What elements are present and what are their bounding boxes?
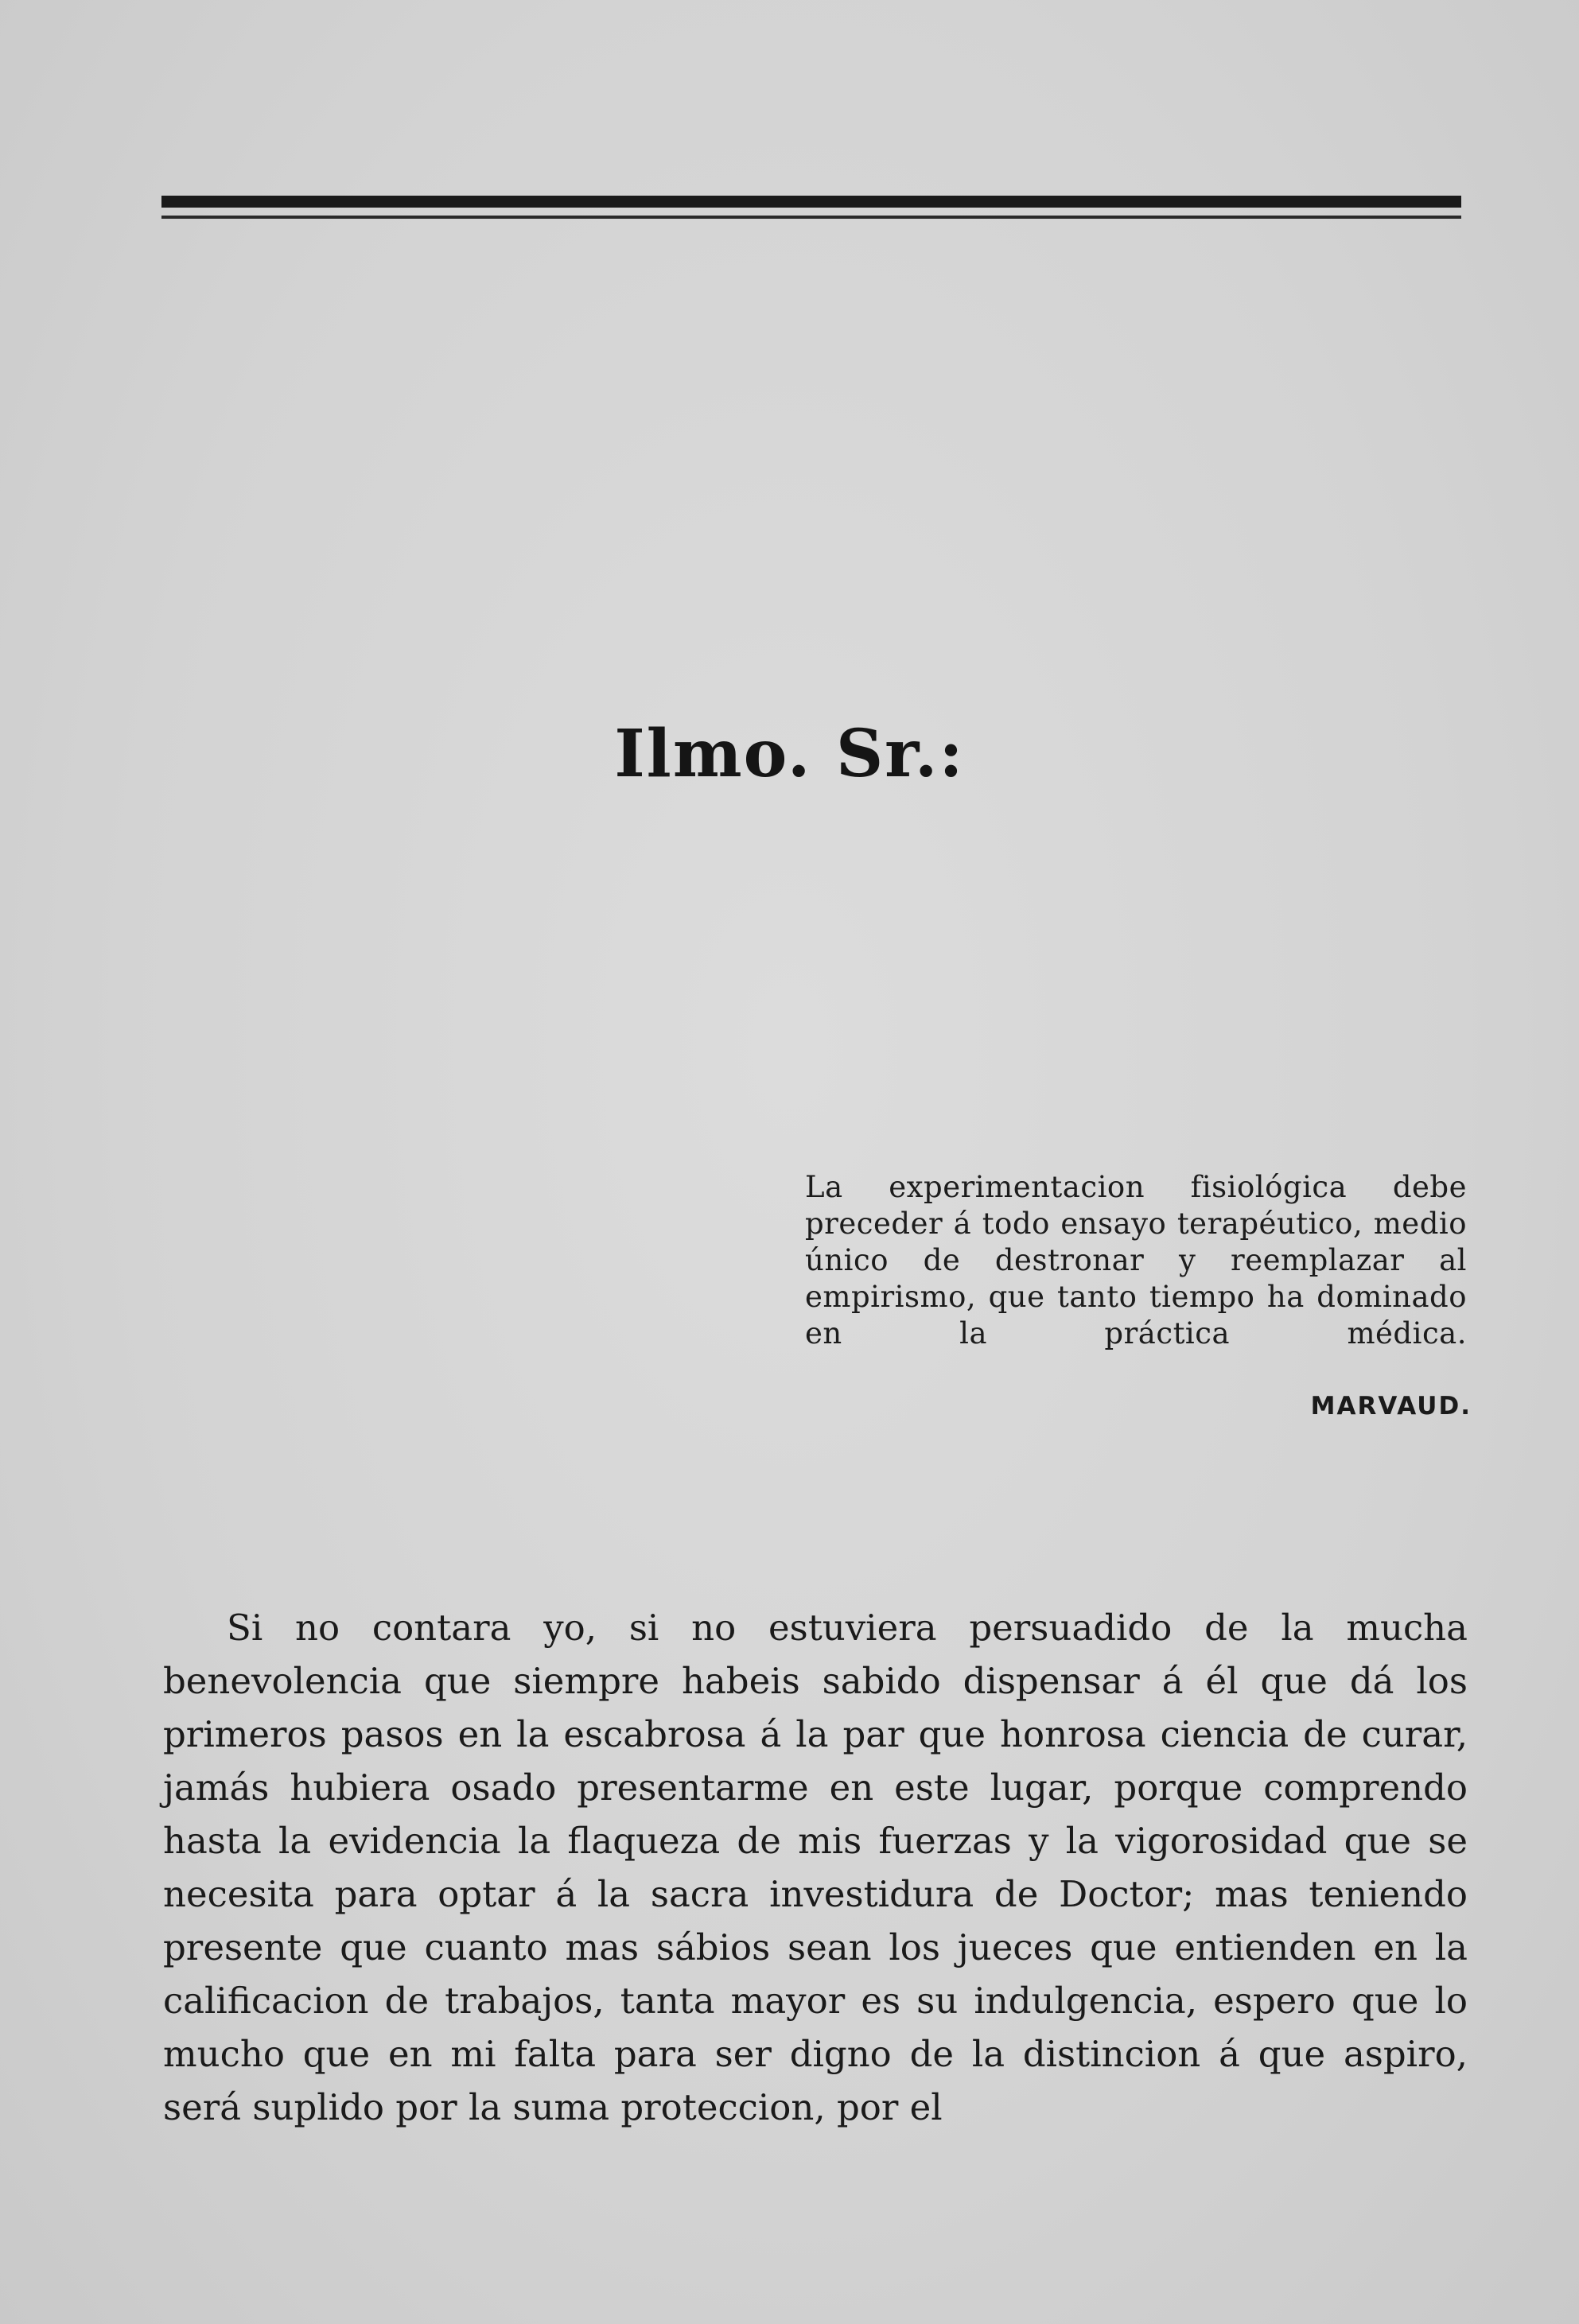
header-rule-thick bbox=[161, 196, 1461, 208]
salutation-heading: Ilmo. Sr.: bbox=[614, 716, 965, 792]
epigraph-quote: La experimentacion fisiológica debe preceder á todo ensayo terapéutico, medio único de destronar y reemplazar al empirismo, que tanto tiempo ha dominado en la práctica médica. bbox=[805, 1170, 1467, 1350]
body-paragraph: Si no contara yo, si no estuviera persuadido de la mucha benevolencia que siempre habeis sabido dispensar á él que dá los primeros pasos en la escabrosa á la par que honrosa ciencia de curar, jamás hubiera osado presentarme en este lugar, porque comprendo hasta la evidencia la flaqueza de mis fuerzas y la vigorosidad que se necesita para optar á la sacra investidura de Doctor; mas teniendo presente que cuanto mas sábios sean los jueces que entienden en la calificacion de trabajos, tanta mayor es su indulgencia, espero que lo mucho que en mi falta para ser digno de la distincion á que aspiro, será suplido por la suma proteccion, por el bbox=[163, 1607, 1468, 2128]
header-rule-thin bbox=[161, 216, 1461, 219]
epigraph-author: MARVAUD. bbox=[1310, 1392, 1472, 1420]
